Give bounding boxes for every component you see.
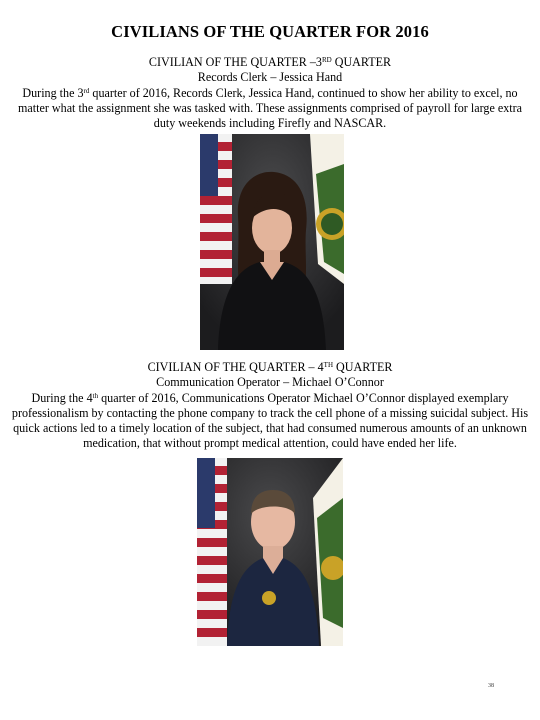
heading-ordinal: RD	[321, 56, 332, 64]
photo-michael-oconnor	[197, 458, 343, 646]
section-body	[12, 391, 528, 451]
heading-text: CIVILIAN OF THE QUARTER –3	[148, 55, 322, 69]
body-text: quarter of 2016, Records Clerk, Jessica Hand, continued to show her ability to excel, no matter what the assignment she was tasked with. These assignments comprised of payroll for large extra duty weekends including Firefly and NASCAR.	[18, 85, 522, 131]
section-body	[18, 86, 522, 131]
portrait-image	[200, 134, 344, 350]
us-flag	[197, 458, 227, 646]
page-title: CIVILIANS OF THE QUARTER FOR 2016	[111, 22, 429, 41]
body-text-start: During the 3	[22, 85, 84, 100]
section-4th-quarter	[8, 360, 532, 452]
section-3rd-quarter	[8, 55, 532, 131]
employee-title: Records Clerk – Jessica Hand	[197, 70, 343, 85]
section-heading	[8, 360, 532, 375]
section-heading	[8, 55, 532, 70]
heading-text: CIVILIAN OF THE QUARTER – 4	[147, 360, 324, 374]
heading-ordinal: TH	[323, 361, 334, 369]
body-text-start: During the 4	[31, 390, 93, 405]
body-ordinal: th	[92, 391, 99, 400]
heading-text-end: QUARTER	[333, 360, 393, 374]
body-text: quarter of 2016, Communications Operator Michael O’Connor displayed exemplary professionalism by contacting the phone company to track the cell phone of a missing suicidal subject. His quick actions led to a timely location of the subject, that had consumed numerous amounts of an unknown medication, that without prompt medical attention, could have ended her life.	[11, 390, 529, 451]
us-flag	[200, 134, 232, 284]
body-ordinal: rd	[83, 86, 90, 95]
employee-title: Communication Operator – Michael O’Connor	[156, 375, 384, 390]
photo-jessica-hand	[200, 134, 344, 350]
page-number: 38	[488, 683, 494, 689]
heading-text-end: QUARTER	[331, 55, 392, 69]
portrait-image	[197, 458, 343, 646]
